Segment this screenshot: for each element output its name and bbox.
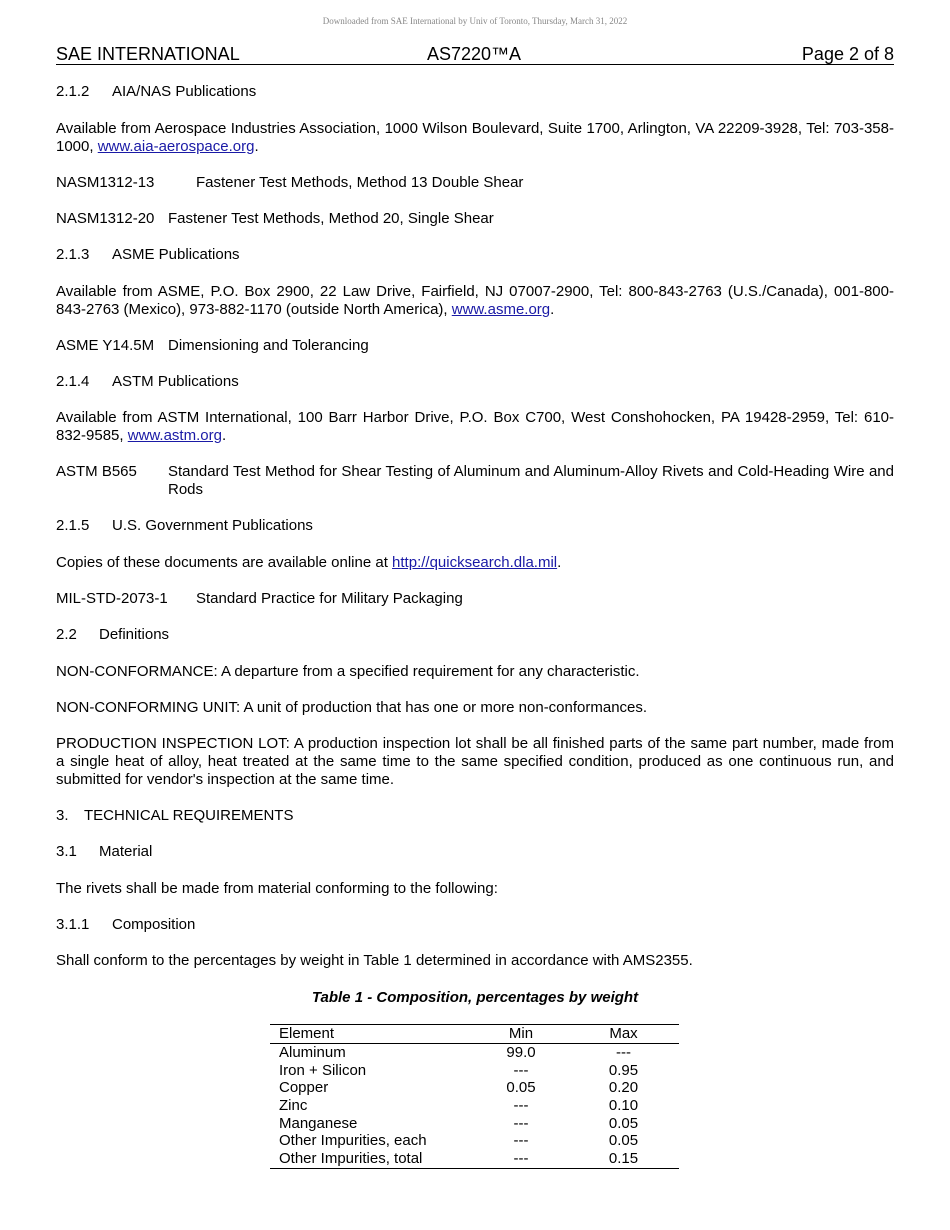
section-3-title: TECHNICAL REQUIREMENTS [84,807,294,824]
section-2-1-5-title: U.S. Government Publications [112,517,313,534]
section-2-1-3-number: 2.1.3 [56,246,90,263]
cell-max: 0.05 [608,1132,639,1150]
table-row [270,1079,679,1097]
section-2-1-5-number: 2.1.5 [56,517,90,534]
cell-max: 0.95 [608,1061,639,1079]
asme-text: Available from ASME, P.O. Box 2900, 22 Law Drive, Fairfield, NJ 07007-2900, Tel: 800-843-2763 (U.S./Canada), 001-800-843-2763 (Mexico), 973-882-1170 (outside North America), [56,283,894,318]
table-row [270,1132,679,1150]
section-2-1-4-number: 2.1.4 [56,373,90,390]
cell-element: Aluminum [279,1044,346,1062]
cell-min: --- [513,1150,529,1168]
section-2-1-2-title: AIA/NAS Publications [112,83,257,100]
download-watermark: Downloaded from SAE International by Univ of Toronto, Thursday, March 31, 2022 [322,16,628,26]
section-2-1-3-title: ASME Publications [112,246,240,263]
section-2-2-number: 2.2 [56,626,77,643]
cell-element: Copper [279,1079,329,1097]
aia-end: . [254,138,259,155]
section-3-1-1-title: Composition [112,916,196,933]
astm-text: Available from ASTM International, 100 Barr Harbor Drive, P.O. Box C700, West Conshohocken, PA 19428-2959, Tel: 610-832-9585, [56,409,894,444]
astm-b565-title: Standard Test Method for Shear Testing of Aluminum and Aluminum-Alloy Rivets and Cold-Heading Wire and Rods [168,463,894,498]
mil-std-2073-1-title: Standard Practice for Military Packaging [196,590,463,607]
cell-max: 0.20 [608,1079,639,1097]
aia-availability [56,120,894,156]
aia-link[interactable]: www.aia-aerospace.org [97,138,255,155]
astm-availability [56,409,894,445]
section-2-1-2-number: 2.1.2 [56,83,90,100]
composition-table [270,1024,679,1169]
astm-end: . [221,427,227,444]
nasm1312-20-code: NASM1312-20 [56,210,155,227]
table-row [270,1150,679,1168]
cell-element: Manganese [279,1114,358,1132]
cell-element: Other Impurities, total [279,1150,423,1168]
definition-non-conforming-unit: NON-CONFORMING UNIT: A unit of production that has one or more non-conformances. [56,699,648,716]
definition-non-conformance: NON-CONFORMANCE: A departure from a specified requirement for any characteristic. [56,663,640,680]
cell-max: 0.15 [608,1150,639,1168]
cell-min: --- [513,1097,529,1115]
material-text: The rivets shall be made from material conforming to the following: [56,880,498,897]
asme-link[interactable]: www.asme.org [451,301,551,318]
table-row [270,1114,679,1132]
section-3-1-1-number: 3.1.1 [56,916,90,933]
cell-min: --- [513,1114,529,1132]
section-3-number: 3. [56,807,69,824]
asme-end: . [550,301,555,318]
table-row [270,1097,679,1115]
cell-min: 99.0 [506,1044,536,1062]
quicksearch-link[interactable]: http://quicksearch.dla.mil [392,554,558,571]
section-3-1-title: Material [99,843,153,860]
cell-min: 0.05 [506,1079,536,1097]
cell-element: Zinc [279,1097,308,1115]
cell-min: --- [513,1061,529,1079]
nasm1312-20-title: Fastener Test Methods, Method 20, Single Shear [168,210,494,227]
table-row [270,1061,679,1079]
gov-text: Copies of these documents are available online at [56,554,393,571]
header-page-number: Page 2 of 8 [801,44,894,64]
cell-max: --- [616,1044,631,1062]
gov-availability [56,554,894,572]
asme-availability [56,283,894,319]
cell-element: Other Impurities, each [279,1132,427,1150]
cell-max: 0.10 [608,1097,639,1115]
asme-y14-5m-title: Dimensioning and Tolerancing [168,337,369,354]
section-3-1-number: 3.1 [56,843,77,860]
header-org: SAE INTERNATIONAL [56,44,240,64]
aia-text: Available from Aerospace Industries Association, 1000 Wilson Boulevard, Suite 1700, Arlington, VA 22209-3928, Tel: 703-358-1000, [56,120,894,155]
table-row [270,1043,679,1061]
definition-production-inspection-lot: PRODUCTION INSPECTION LOT: A production inspection lot shall be all finished parts of the same part number, made from a single heat of alloy, heat treated at the same time to the same specified condition, produced as one continuous run, and submitted for vendor's inspection at the same time. [56,735,894,788]
asme-y14-5m-code: ASME Y14.5M [56,337,155,354]
gov-end: . [557,554,562,571]
nasm1312-13-title: Fastener Test Methods, Method 13 Double Shear [196,174,524,191]
cell-min: --- [513,1132,529,1150]
column-header-min: Min [508,1025,534,1043]
header-doc-number: AS7220™A [427,44,522,64]
table-header-row [270,1025,679,1044]
table-caption: Table 1 - Composition, percentages by weight [311,989,639,1006]
page-header [56,44,894,65]
section-2-1-4-title: ASTM Publications [112,373,239,390]
composition-text: Shall conform to the percentages by weight in Table 1 determined in accordance with AMS2355. [56,952,693,969]
nasm1312-13-code: NASM1312-13 [56,174,155,191]
astm-link[interactable]: www.astm.org [127,427,222,444]
mil-std-2073-1-code: MIL-STD-2073-1 [56,590,168,607]
astm-b565-code: ASTM B565 [56,463,137,480]
cell-element: Iron + Silicon [279,1061,367,1079]
column-header-element: Element [279,1025,335,1043]
column-header-max: Max [609,1025,638,1043]
cell-max: 0.05 [608,1114,639,1132]
section-2-2-title: Definitions [99,626,170,643]
